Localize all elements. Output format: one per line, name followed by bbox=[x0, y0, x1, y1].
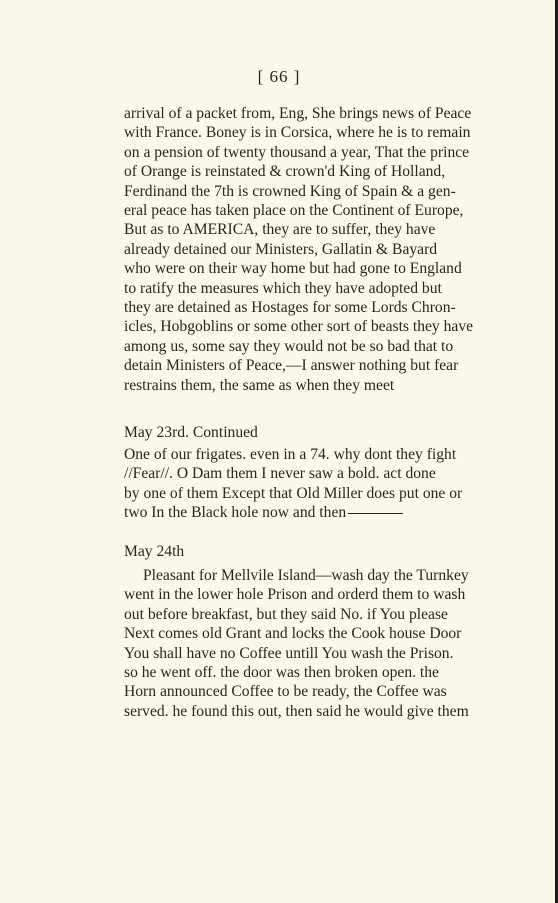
text-line: Ferdinand the 7th is crowned King of Spain & a gen- bbox=[124, 182, 456, 200]
text-line: //Fear//. O Dam them I never saw a bold. act done bbox=[124, 465, 436, 483]
text-line: served. he found this out, then said he would give them bbox=[124, 702, 469, 720]
text-line-with-rule bbox=[124, 503, 528, 522]
entry-heading-may-23: May 23rd. Continued bbox=[124, 424, 258, 441]
text-line: so he went off. the door was then broken open. the bbox=[124, 664, 439, 682]
text-line: eral peace has taken place on the Continent of Europe, bbox=[124, 202, 464, 220]
text-line: among us, some say they would not be so bad that to bbox=[124, 337, 454, 355]
text-line: Pleasant for Mellvile Island—wash day the Turnkey bbox=[143, 567, 469, 584]
text-line: Next comes old Grant and locks the Cook house Door bbox=[124, 625, 462, 643]
text-line: restrains them, the same as when they meet bbox=[124, 376, 395, 394]
text-line: arrival of a packet from, Eng, She brings news of Peace bbox=[124, 105, 472, 122]
text-line: One of our frigates. even in a 74. why dont they fight bbox=[124, 446, 457, 463]
entry-heading-may-24: May 24th bbox=[124, 543, 185, 560]
paragraph-frigates bbox=[124, 445, 528, 523]
text-line: with France. Boney is in Corsica, where he is to remain bbox=[124, 124, 471, 142]
text-line: Horn announced Coffee to be ready, the Coffee was bbox=[124, 683, 447, 701]
text-line: to ratify the measures which they have adopted but bbox=[124, 279, 442, 297]
horizontal-rule bbox=[348, 513, 403, 514]
text-line: by one of them Except that Old Miller does put one or bbox=[124, 484, 463, 502]
text-line: of Orange is reinstated & crown'd King of Holland, bbox=[124, 163, 446, 181]
text-line: But as to AMERICA, they are to suffer, they have bbox=[124, 221, 436, 239]
page-number: [ 66 ] bbox=[257, 67, 301, 86]
text-line: out before breakfast, but they said No. if You please bbox=[124, 605, 448, 623]
text-line: You shall have no Coffee untill You wash the Prison. bbox=[124, 644, 454, 662]
paragraph-wash-day bbox=[124, 566, 528, 721]
text-line: icles, Hobgoblins or some other sort of beasts they have bbox=[124, 318, 474, 336]
paragraph-packet-news bbox=[124, 104, 528, 395]
text-line: went in the lower hole Prison and orderd them to wash bbox=[124, 586, 466, 604]
text-line: on a pension of twenty thousand a year, That the prince bbox=[124, 143, 470, 161]
text-line: who were on their way home but had gone to England bbox=[124, 260, 462, 278]
text-line: two In the Black hole now and then bbox=[124, 504, 347, 522]
text-line: already detained our Ministers, Gallatin & Bayard bbox=[124, 240, 438, 258]
text-line: they are detained as Hostages for some Lords Chron- bbox=[124, 299, 456, 317]
text-line: detain Ministers of Peace,—I answer nothing but fear bbox=[124, 357, 459, 375]
